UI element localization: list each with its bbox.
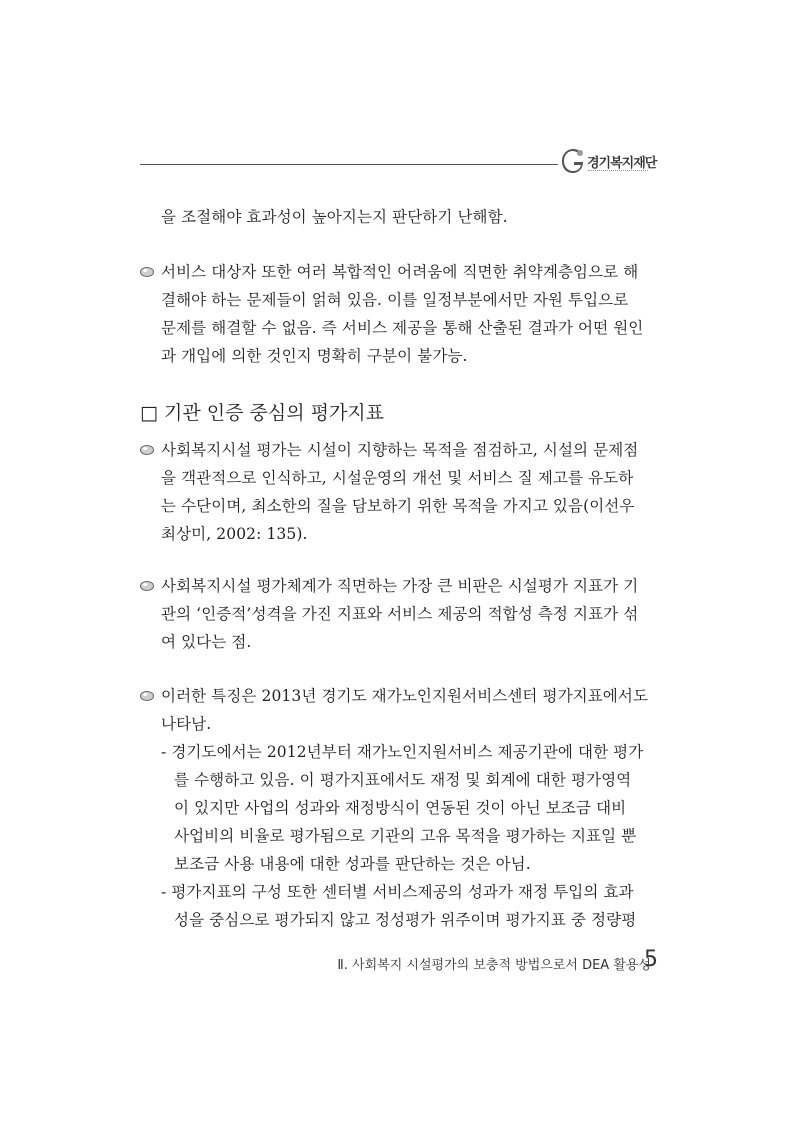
bullet-icon bbox=[139, 444, 155, 456]
bullet1-line: 서비스 대상자 또한 여러 복합적인 어려움에 직면한 취약계층임으로 해 bbox=[161, 263, 639, 281]
bullet1-line: 문제를 해결할 수 없음. 즉 서비스 제공을 통해 산출된 결과가 어떤 원인 bbox=[161, 319, 644, 337]
bullet2-line: 는 수단이며, 최소한의 질을 담보하기 위한 목적을 가지고 있음(이선우 bbox=[161, 497, 635, 515]
section-heading: □ 기관 인증 중심의 평가지표 bbox=[140, 402, 385, 424]
sub-item-line: 사업비의 비율로 평가됨으로 기관의 고유 목적을 평가하는 지표일 뿐 bbox=[174, 827, 637, 845]
bullet1-line: 결해야 하는 문제들이 얽혀 있음. 이를 일정부분에서만 자원 투입으로 bbox=[161, 291, 629, 309]
sub-item-line: 성을 중심으로 평가되지 않고 정성평가 위주이며 평가지표 중 정량평 bbox=[174, 911, 637, 929]
org-name: 경기복지재단 bbox=[587, 156, 657, 171]
sub-item-line: - 경기도에서는 2012년부터 재가노인지원서비스 제공기관에 대한 평가 bbox=[161, 743, 644, 761]
foundation-logo-icon bbox=[561, 148, 585, 174]
bullet-icon bbox=[139, 266, 155, 278]
bullet-icon bbox=[139, 690, 155, 702]
bullet1-line: 과 개입에 의한 것인지 명확히 구분이 불가능. bbox=[161, 347, 468, 365]
sub-item-line: 보조금 사용 내용에 대한 성과를 판단하는 것은 아님. bbox=[174, 855, 531, 873]
bullet2-line: 사회복지시설 평가는 시설이 지향하는 목적을 점검하고, 시설의 문제점 bbox=[161, 441, 639, 459]
sub-item-line: 이 있지만 사업의 성과와 재정방식이 연동된 것이 아닌 보조금 대비 bbox=[174, 799, 627, 817]
continued-line: 을 조절해야 효과성이 높아지는지 판단하기 난해함. bbox=[161, 208, 508, 226]
header-rule bbox=[140, 164, 558, 165]
bullet3-line: 여 있다는 점. bbox=[161, 633, 252, 651]
org-logo bbox=[561, 148, 661, 178]
logo-tagline-rule bbox=[588, 170, 648, 171]
bullet2-line: 을 객관적으로 인식하고, 시설운영의 개선 및 서비스 질 제고를 유도하 bbox=[161, 469, 634, 487]
sub-item-line: - 평가지표의 구성 또한 센터별 서비스제공의 성과가 재정 투입의 효과 bbox=[161, 883, 634, 901]
sub-item-line: 를 수행하고 있음. 이 평가지표에서도 재정 및 회계에 대한 평가영역 bbox=[174, 771, 632, 789]
page-number: 5 bbox=[644, 947, 658, 972]
bullet4-line: 나타남. bbox=[161, 715, 212, 733]
running-footer: Ⅱ. 사회복지 시설평가의 보충적 방법으로서 DEA 활용성 bbox=[337, 958, 651, 973]
bullet-icon bbox=[139, 580, 155, 592]
bullet3-line: 사회복지시설 평가체계가 직면하는 가장 큰 비판은 시설평가 지표가 기 bbox=[161, 577, 639, 595]
bullet2-line: 최상미, 2002: 135). bbox=[161, 525, 308, 543]
bullet4-line: 이러한 특징은 2013년 경기도 재가노인지원서비스센터 평가지표에서도 bbox=[161, 687, 649, 705]
bullet3-line: 관의 ‘인증적’성격을 가진 지표와 서비스 제공의 적합성 측정 지표가 섞 bbox=[161, 605, 639, 623]
